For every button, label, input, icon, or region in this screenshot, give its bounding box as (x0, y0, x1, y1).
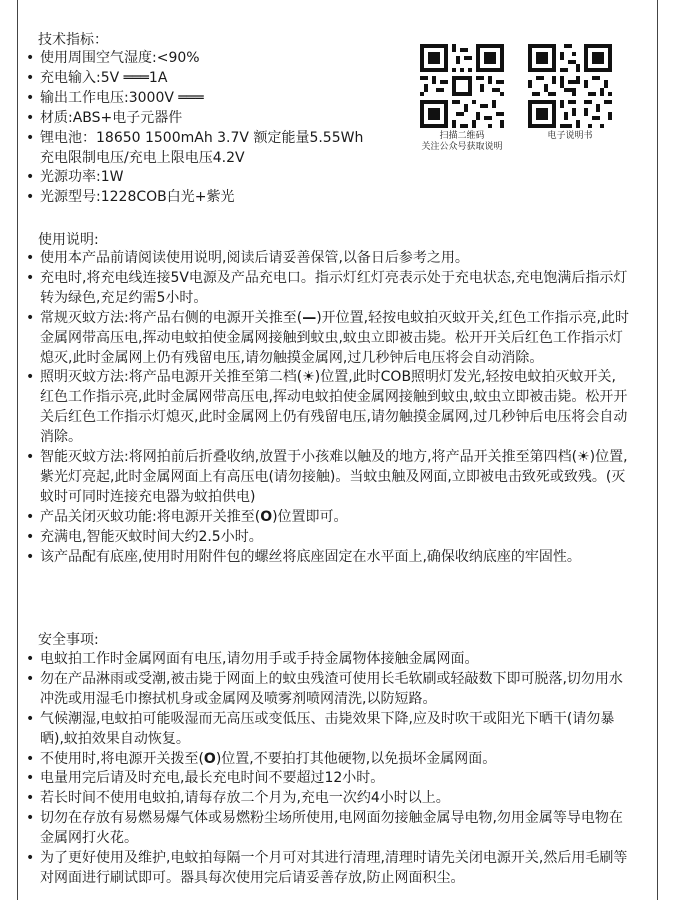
usage-item-text: )开位置,轻按电蚊拍灭蚊开关,红色工作指示亮,此时金属网带高压电,挥动电蚊拍使金属网接触到蚊虫,蚊虫立即被击毙。松开开关后红色工作指示灯熄灭,此时金属网上仍有残留电压,请勿触摸金属网,过几秒钟后电压将会自动消除。 (40, 309, 629, 366)
spec-item-continuation: 充电限制电压/充电上限电压4.2V (40, 149, 245, 166)
qr-code-manual[interactable] (528, 44, 612, 128)
qr-wechat-group (414, 44, 510, 153)
page-left-border (17, 0, 18, 900)
usage-item: • 使用本产品前请阅读使用说明,阅读后请妥善保管,以备日后参考之用。 (24, 249, 629, 269)
usage-item: • 充满电,智能灭蚊时间大约2.5小时。 (24, 528, 629, 548)
power-off-symbol-icon: O (260, 508, 273, 525)
light-symbol-icon: ☀ (302, 369, 315, 386)
usage-item-text: 照明灭蚊方法:将产品电源开关推至第二档( (40, 369, 303, 386)
spec-item: • 充电输入:5V ═══1A (24, 69, 404, 89)
usage-item-text: 智能灭蚊方法:将网拍前后折叠收纳,放置于小孩难以触及的地方,将产品开关推至第四档( (40, 449, 578, 466)
qr-code-wechat[interactable] (420, 44, 504, 128)
specs-title: 技术指标： (38, 32, 108, 48)
usage-item-text: )位置即可。 (272, 508, 348, 525)
safety-item-text: 不使用时,将电源开关拨至( (40, 750, 204, 767)
spec-item: • 锂电池：18650 1500mAh 3.7V 额定能量5.55Wh (24, 129, 404, 149)
usage-item: • 充电时,将充电线连接5V电源及产品充电口。指示灯红灯亮表示处于充电状态,充电饱满后指示灯转为绿色,充足约需5小时。 (24, 269, 629, 309)
qr-manual-caption: 电子说明书 (547, 131, 593, 141)
spec-item: • 光源型号:1228COB白光+紫光 (24, 188, 404, 208)
safety-item: • 若长时间不使用电蚊拍,请每存放二个月为,充电一次约4小时以上。 (24, 789, 629, 809)
safety-item: • 电蚊拍工作时金属网面有电压,请勿用手或手持金属物体接触金属网面。 (24, 650, 629, 670)
qr-wechat-caption-line2: 关注公众号获取说明 (421, 142, 503, 152)
safety-item-text: )位置,不要拍打其他硬物,以免损坏金属网面。 (215, 750, 497, 767)
qr-manual-group (522, 44, 618, 142)
usage-item (24, 508, 629, 528)
uv-light-symbol-icon: ☀ (577, 449, 590, 466)
power-off-symbol-icon: O (203, 750, 216, 767)
usage-item-text: 常规灭蚊方法:将产品右侧的电源开关推至( (40, 309, 303, 326)
safety-item: • 电量用完后请及时充电,最长充电时间不要超过12小时。 (24, 769, 629, 789)
usage-item-text: )位置,紫光灯亮起,此时金属网面上有高压电(请勿接触)。当蚊虫触及网面,立即被电击致死或致残。(灭蚊时可同时连接充电器为蚊拍供电) (40, 449, 628, 505)
spec-item: • 使用周围空气湿度:<90% (24, 49, 404, 69)
usage-list (24, 249, 629, 568)
usage-title: 使用说明: (38, 232, 99, 248)
usage-item (24, 368, 629, 448)
safety-item: • 气候潮湿,电蚊拍可能吸湿而无高压或变低压、击毙效果下降,应及时吹干或阳光下晒干(请勿暴晒),蚊拍效果自动恢复。 (24, 710, 629, 750)
page-right-border (657, 0, 658, 900)
qr-wechat-caption-line1: 扫描二维码 (439, 131, 485, 141)
usage-item-text: 产品关闭灭蚊功能:将电源开关推至( (40, 508, 261, 525)
spec-item: • 输出工作电压:3000V ═══ (24, 89, 404, 109)
specs-list (24, 49, 404, 208)
usage-item: • 该产品配有底座,使用时用附件包的螺丝将底座固定在水平面上,确保收纳底座的牢固性。 (24, 548, 629, 568)
usage-item (24, 309, 629, 369)
safety-item (24, 750, 629, 770)
spec-item: • 材质:ABS+电子元器件 (24, 109, 404, 129)
usage-item-text: )位置,此时COB照明灯发光,轻按电蚊拍灭蚊开关,红色工作指示亮,此时金属网带高压电,挥动电蚊拍使金属网接触到蚊虫,蚊虫立即被击毙。松开开关后红色工作指示灯熄灭,此时金属网上仍有残留电压,请勿触摸金属网,过几秒钟后电压将会自动消除。 (40, 369, 628, 446)
safety-item: • 勿在产品淋雨或受潮,被击毙于网面上的蚊虫残渣可使用长毛软刷或轻敲数下即可脱落,切勿用水冲洗或用湿毛巾擦拭机身或金属网及喷雾剂喷网清洗,以防短路。 (24, 670, 629, 710)
safety-item: • 切勿在存放有易燃易爆气体或易燃粉尘场所使用,电网面勿接触金属导电物,勿用金属等导电物在金属网打火花。 (24, 809, 629, 849)
safety-item: • 为了更好使用及维护,电蚊拍每隔一个月可对其进行清理,清理时请先关闭电源开关,然后用毛刷等对网面进行刷试即可。器具每次使用完后请妥善存放,防止网面积尘。 (24, 849, 629, 889)
switch-on-symbol: — (302, 309, 317, 326)
safety-list (24, 650, 629, 889)
spec-item: • 光源功率:1W (24, 168, 404, 188)
safety-title: 安全事项: (38, 632, 99, 648)
usage-item (24, 448, 629, 508)
